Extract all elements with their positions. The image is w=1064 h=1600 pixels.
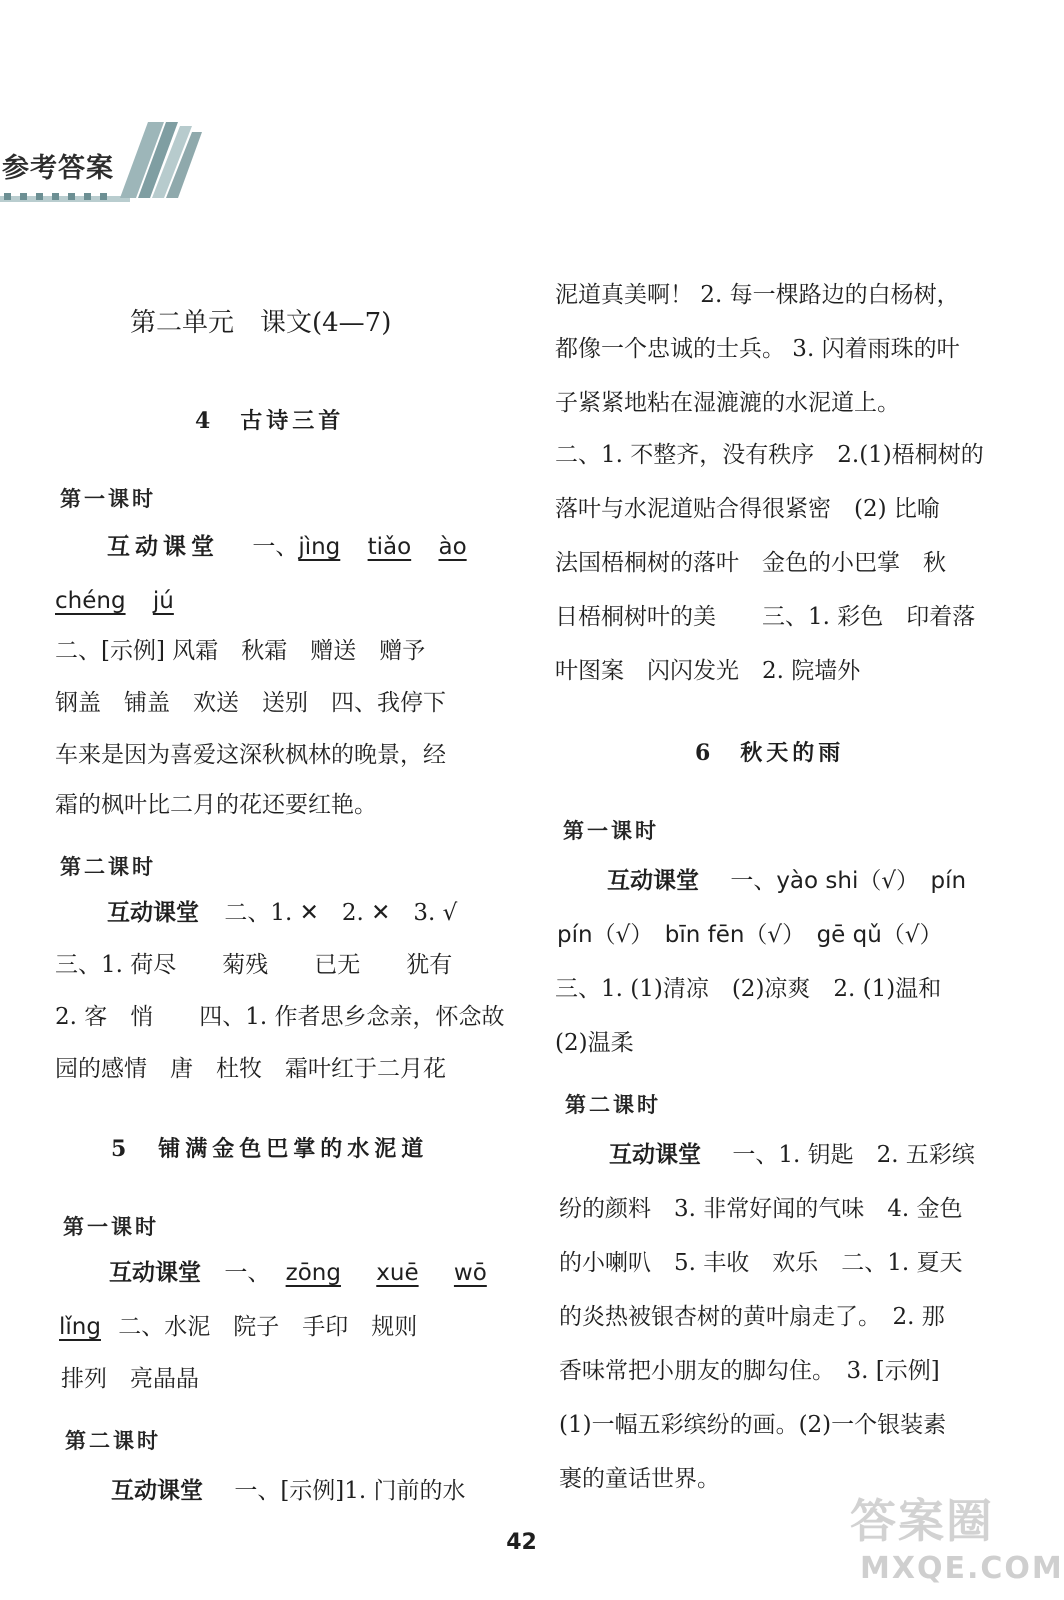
lesson-5-title: 5 铺满金色巴掌的水泥道 [111,1136,429,1162]
l6-p1-answer-line-1: 互动课堂 一、yào shi（√） pín [607,868,967,894]
page-number: 42 [506,1530,537,1555]
interactive-class-label: 互动课堂 [107,534,219,560]
unit-title: 第二单元 课文(4—7) [130,308,392,338]
l4-p1-answer-line-3: 二、[示例] 风霜 秋霜 赠送 赠予 [55,638,426,664]
l4-p2-answer-line-3: 2. 客 悄 四、1. 作者思乡念亲，怀念故 [55,1004,505,1030]
l6-p2-answer-line-6: (1)一幅五彩缤纷的画。(2)一个银装素 [559,1412,947,1438]
site-watermark [850,1485,1064,1595]
l4-p1-answer-line-5: 车来是因为喜爱这深秋枫林的晚景，经 [55,742,446,768]
lesson-4-title: 4 古诗三首 [195,408,345,434]
r-answer-line-1: 泥道真美啊！ 2. 每一棵路边的白杨树， [555,282,960,308]
watermark-logo-text: 答案圈 [850,1494,994,1548]
r-answer-line-7: 日梧桐树叶的美 三、1. 彩色 印着落 [555,604,976,630]
l6-p1-answer-line-2: pín（√） bīn fēn（√） gē qǔ（√） [557,922,943,948]
lesson-6-title: 6 秋天的雨 [695,740,845,766]
l6-p2-answer-line-7: 裹的童话世界。 [559,1466,720,1492]
l4-p1-answer-line-4: 钢盖 铺盖 欢送 送别 四、我停下 [55,690,446,716]
l6-p2-answer-line-4: 的炎热被银杏树的黄叶扇走了。 2. 那 [559,1304,945,1330]
l6-p2-answer-line-2: 纷的颜料 3. 非常好闻的气味 4. 金色 [559,1196,963,1222]
l6-p1-answer-line-3: 三、1. (1)清凉 (2)凉爽 2. (1)温和 [555,976,942,1002]
r-answer-line-8: 叶图案 闪闪发光 2. 院墙外 [555,658,861,684]
header-dots [4,193,107,200]
r-answer-line-5: 落叶与水泥道贴合得很紧密 (2) 比喻 [555,496,940,522]
l4-p1-answer-line-2: chéng jú [55,588,174,614]
r-answer-line-3: 子紧紧地粘在湿漉漉的水泥道上。 [555,390,900,416]
lesson-4-period-2: 第二课时 [60,855,156,879]
l4-p1-answer-line-6: 霜的枫叶比二月的花还要红艳。 [55,792,377,818]
l5-p2-answer-line-1: 互动课堂 一、[示例]1. 门前的水 [111,1478,466,1504]
l6-p2-answer-line-1: 互动课堂 一、1. 钥匙 2. 五彩缤 [609,1142,975,1168]
l4-p2-answer-line-2: 三、1. 荷尽 菊残 已无 犹有 [55,952,453,978]
r-answer-line-2: 都像一个忠诚的士兵。 3. 闪着雨珠的叶 [555,336,960,362]
l6-p2-answer-line-5: 香味常把小朋友的脚勾住。 3. [示例] [559,1358,940,1384]
l6-p2-answer-line-3: 的小喇叭 5. 丰收 欢乐 二、1. 夏天 [559,1250,963,1276]
l5-p1-answer-line-3: 排列 亮晶晶 [61,1366,199,1392]
l4-p1-answer-line-1: 互动课堂 一、jìng tiǎo ào [107,534,467,560]
watermark-url-text: MXQE.COM [860,1551,1064,1586]
l5-p1-answer-line-2: lǐng 二、水泥 院子 手印 规则 [59,1314,418,1340]
l4-p2-answer-line-1: 互动课堂 二、1. ✕ 2. ✕ 3. √ [107,900,458,926]
lesson-5-period-1: 第一课时 [63,1215,159,1239]
book-stack-icon [120,118,205,203]
r-answer-line-4: 二、1. 不整齐，没有秩序 2.(1)梧桐树的 [555,442,984,468]
l6-p1-answer-line-4: (2)温柔 [555,1030,634,1056]
r-answer-line-6: 法国梧桐树的落叶 金色的小巴掌 秋 [555,550,946,576]
lesson-6-period-1: 第一课时 [563,819,659,843]
lesson-6-period-2: 第二课时 [565,1093,661,1117]
lesson-4-period-1: 第一课时 [60,487,156,511]
lesson-5-period-2: 第二课时 [65,1429,161,1453]
l5-p1-answer-line-1: 互动课堂 一、 zōng xuē wō [109,1260,487,1286]
header-title: 参考答案 [2,153,114,184]
l4-p2-answer-line-4: 园的感情 唐 杜牧 霜叶红于二月花 [55,1056,446,1082]
page-header [0,118,210,213]
